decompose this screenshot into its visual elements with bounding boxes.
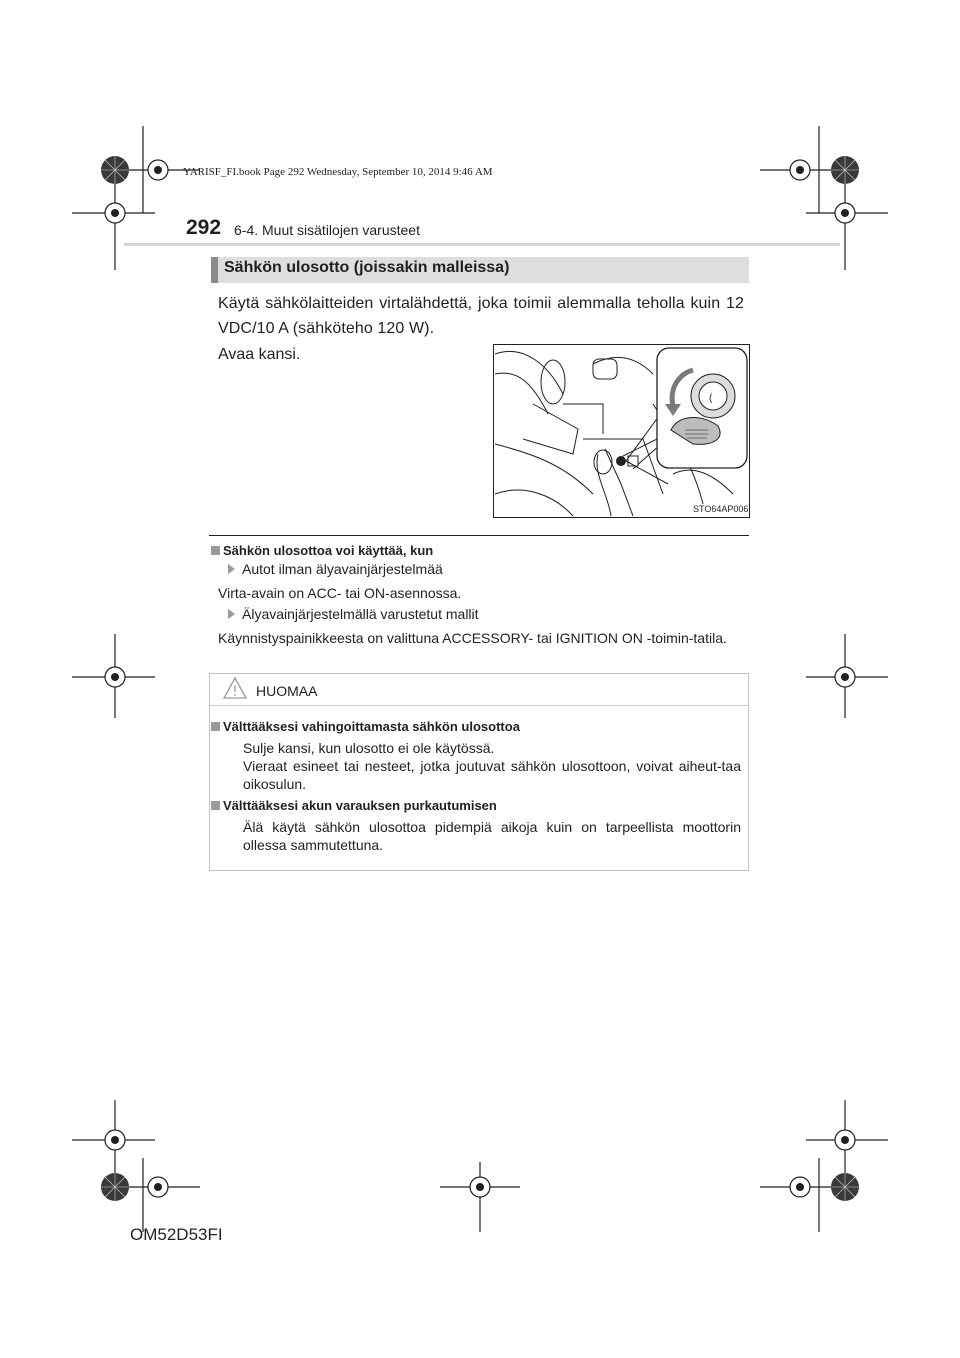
page-number: 292 bbox=[186, 216, 222, 239]
warning-icon bbox=[222, 676, 248, 700]
car-interior-illustration bbox=[493, 344, 750, 518]
notice-line: Älä käytä sähkön ulosottoa pidempiä aikoja kuin on tarpeellista moottorin ollessa sammutettuna. bbox=[243, 819, 741, 853]
usage-item-title: Autot ilman älyavainjärjestelmää bbox=[228, 561, 443, 577]
square-bullet-icon bbox=[211, 801, 220, 810]
figure-code: STO64AP006 bbox=[693, 504, 749, 514]
notice-section-heading: Välttääksesi vahingoittamasta sähkön ulosottoa bbox=[211, 719, 520, 734]
intro-paragraph: Käytä sähkölaitteiden virtalähdettä, joka toimii alemmalla teholla kuin 12 VDC/10 A (sähköteho 120 W). bbox=[218, 295, 744, 337]
notice-line: Vieraat esineet tai nesteet, jotka joutuvat sähkön ulosottoon, voivat aiheut-taa oikosulun. bbox=[243, 758, 741, 792]
document-id: OM52D53FI bbox=[130, 1225, 223, 1244]
usage-item-title: Älyavainjärjestelmällä varustetut mallit bbox=[228, 606, 479, 622]
square-bullet-icon bbox=[211, 722, 220, 731]
triangle-bullet-icon bbox=[228, 609, 235, 619]
notice-section-heading: Välttääksesi akun varauksen purkautumisen bbox=[211, 798, 497, 813]
file-mark: YARISF_FI.book Page 292 Wednesday, September 10, 2014 9:46 AM bbox=[183, 166, 493, 178]
usage-heading: Sähkön ulosottoa voi käyttää, kun bbox=[211, 543, 433, 558]
svg-text:(: ( bbox=[709, 393, 713, 404]
usage-item-text: Käynnistyspainikkeesta on valittuna ACCESSORY- tai IGNITION ON -toimin-tatila. bbox=[218, 630, 727, 646]
header-rule bbox=[124, 243, 840, 246]
section-separator bbox=[209, 535, 749, 536]
notice-line: Sulje kansi, kun ulosotto ei ole käytössä. bbox=[243, 740, 495, 756]
step-text: Avaa kansi. bbox=[218, 346, 301, 363]
power-outlet-figure bbox=[493, 344, 750, 518]
triangle-bullet-icon bbox=[228, 564, 235, 574]
section-title: 6-4. Muut sisätilojen varusteet bbox=[234, 222, 420, 238]
notice-header-rule bbox=[210, 705, 748, 706]
notice-title: HUOMAA bbox=[256, 683, 318, 699]
usage-item-text: Virta-avain on ACC- tai ON-asennossa. bbox=[218, 585, 462, 601]
main-heading: Sähkön ulosotto (joissakin malleissa) bbox=[224, 259, 510, 276]
square-bullet-icon bbox=[211, 546, 220, 555]
